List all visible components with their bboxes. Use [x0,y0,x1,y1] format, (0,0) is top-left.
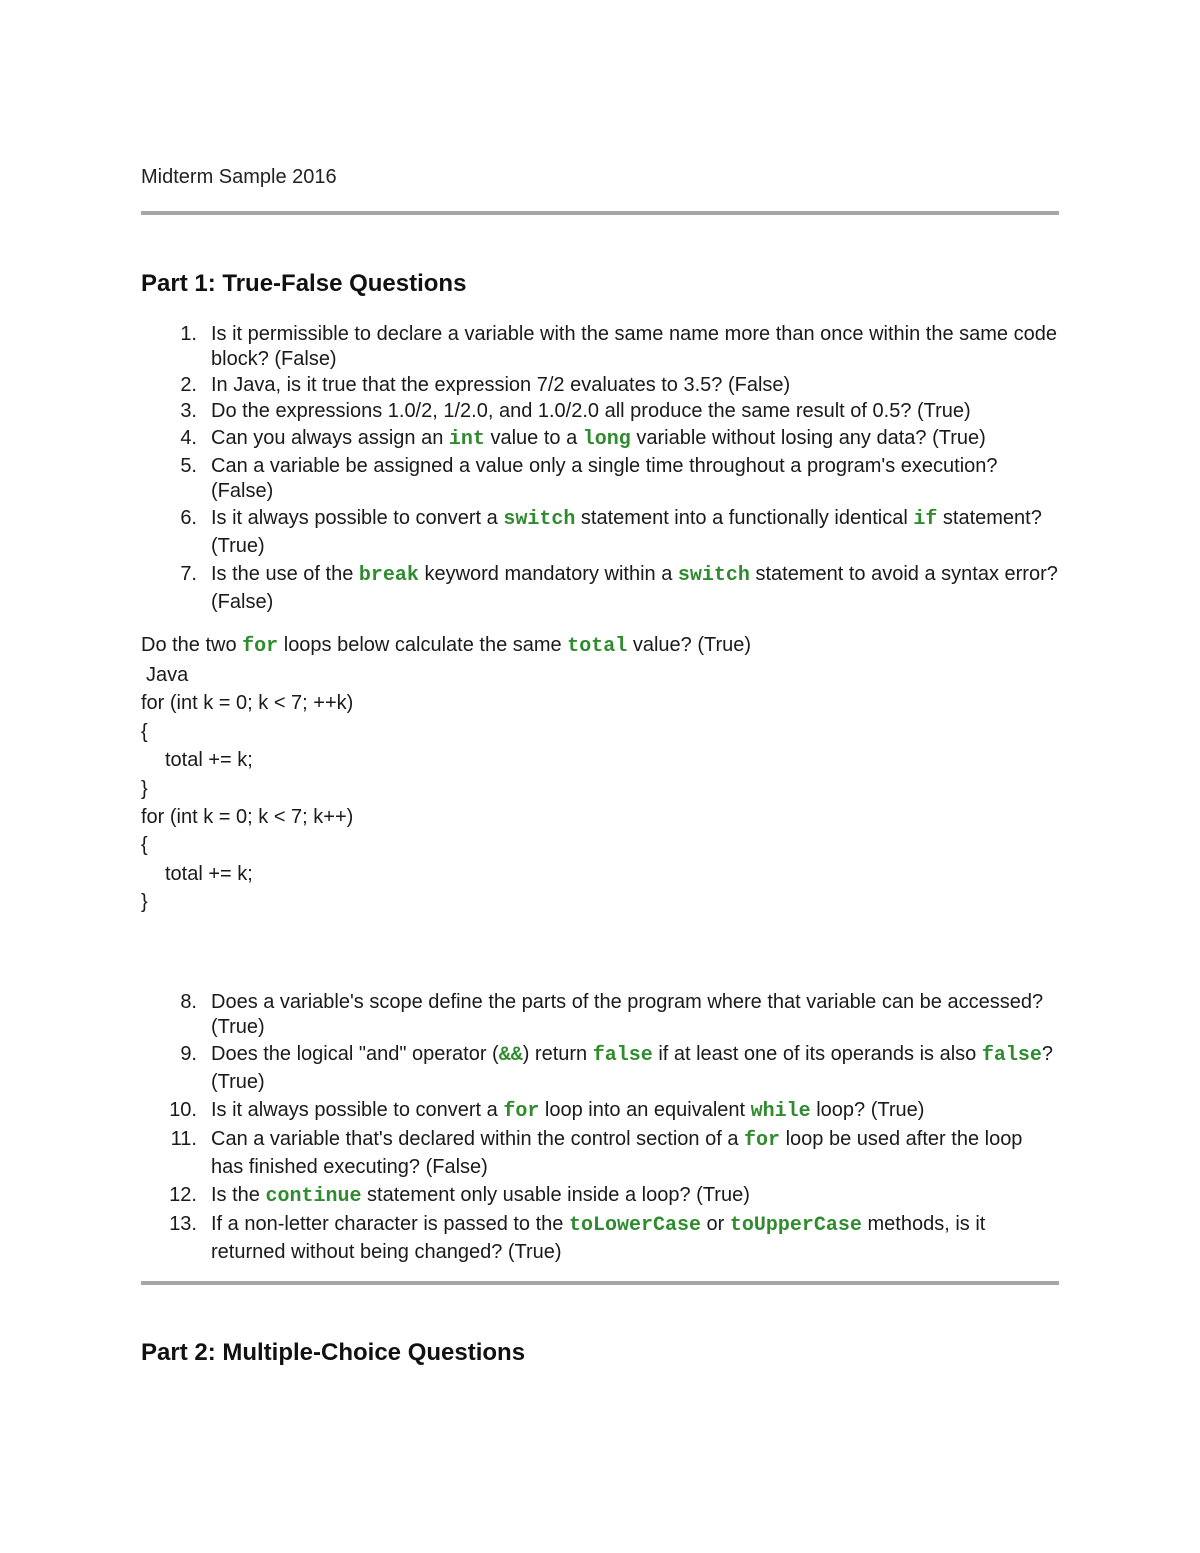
question-text: keyword mandatory within a [418,563,678,585]
question-number: 1. [180,323,197,345]
inline-code: toUpperCase [729,1214,862,1237]
question-number: 2. [180,374,197,396]
inline-code: switch [677,564,750,587]
question-text: Is it permissible to declare a variable with the same name more than once within the same code block? (False) [211,323,1057,370]
question-text: Can a variable be assigned a value only a single time throughout a program's execution? (False) [211,455,998,502]
question-text: Is it always possible to convert a [211,1099,504,1121]
question-number: 7. [180,563,197,585]
question-text: loop be used after the loop has finished executing? (False) [211,1128,1023,1178]
question-text: Can a variable that's declared within the control section of a [211,1128,745,1150]
inline-code: toLowerCase [568,1214,701,1237]
code-line: { [141,720,148,743]
question-text: ) return [522,1043,593,1065]
inline-code: switch [503,508,576,531]
question-text: Do the expressions 1.0/2, 1/2.0, and 1.0/2.0 all produce the same result of 0.5? (True) [211,400,971,422]
inline-code: false [981,1044,1042,1067]
question-text: statement only usable inside a loop? (True) [361,1184,750,1206]
question-text: loop into an equivalent [539,1099,751,1121]
question-text: loop? (True) [810,1099,925,1121]
question-text: Is it always possible to convert a [211,507,504,529]
question-number: 11. [170,1128,197,1150]
question-5 [141,454,1059,504]
question-text: or [701,1213,730,1235]
inline-code: if [913,508,938,531]
code-question-intro [141,633,751,659]
question-12 [141,1182,1059,1210]
question-text: Does the logical "and" operator ( [211,1043,499,1065]
question-text: statement into a functionally identical [575,507,914,529]
inline-code: for [242,635,279,658]
question-number: 5. [180,455,197,477]
inline-code: continue [265,1185,362,1208]
question-number: 8. [180,991,197,1013]
question-text: value to a [484,427,583,449]
code-language-label: Java [146,664,189,686]
question-text: variable without losing any data? (True) [630,427,986,449]
question-list-part-1-continued [141,990,1059,1267]
question-text: In Java, is it true that the expression 7/2 evaluates to 3.5? (False) [211,374,791,396]
section-divider [141,1281,1059,1285]
inline-code: while [750,1100,811,1123]
inline-code: false [592,1044,653,1067]
intro-text: value? (True) [627,634,752,656]
intro-text: Do the two [141,634,243,656]
document-title: Midterm Sample 2016 [141,166,337,188]
question-text: If a non-letter character is passed to the [211,1213,569,1235]
question-number: 12. [169,1184,197,1206]
inline-code: long [582,428,631,451]
question-6 [141,505,1059,560]
question-2 [141,373,1059,398]
question-text: Is the [211,1184,266,1206]
inline-code: for [503,1100,540,1123]
question-text: ? (True) [211,1043,1053,1093]
question-text: methods, is it returned without being changed? (True) [211,1213,986,1263]
question-list-part-1 [141,322,1059,617]
question-text: Is the use of the [211,563,359,585]
code-line: total += k; [165,862,253,885]
section-divider [141,211,1059,215]
question-11 [141,1126,1059,1181]
question-number: 4. [180,427,197,449]
code-line: } [141,891,148,914]
question-13 [141,1211,1059,1266]
code-block [141,661,353,917]
code-line: for (int k = 0; k < 7; k++) [141,805,354,828]
question-1 [141,322,1059,372]
inline-code: for [744,1129,781,1152]
code-line: { [141,834,148,857]
question-text: Does a variable's scope define the parts of the program where that variable can be accessed? (True) [211,991,1044,1038]
part-2-heading: Part 2: Multiple-Choice Questions [141,1339,526,1366]
question-number: 6. [180,507,197,529]
question-text: if at least one of its operands is also [652,1043,982,1065]
inline-code: break [358,564,419,587]
question-3 [141,399,1059,424]
inline-code: int [448,428,485,451]
code-line: for (int k = 0; k < 7; ++k) [141,692,354,715]
question-number: 13. [169,1213,197,1235]
code-line: } [141,777,148,800]
question-7 [141,561,1059,616]
question-text: Can you always assign an [211,427,449,449]
question-4 [141,425,1059,453]
part-1-heading: Part 1: True-False Questions [141,270,467,297]
question-10 [141,1097,1059,1125]
question-number: 3. [180,400,197,422]
question-9 [141,1041,1059,1096]
question-text: statement? (True) [211,507,1042,557]
question-text: statement to avoid a syntax error? (False) [211,563,1058,613]
inline-code: && [498,1044,523,1067]
code-line: total += k; [165,749,253,772]
question-number: 10. [169,1099,197,1121]
inline-code: total [567,635,628,658]
intro-text: loops below calculate the same [278,634,568,656]
question-number: 9. [180,1043,197,1065]
question-8 [141,990,1059,1040]
